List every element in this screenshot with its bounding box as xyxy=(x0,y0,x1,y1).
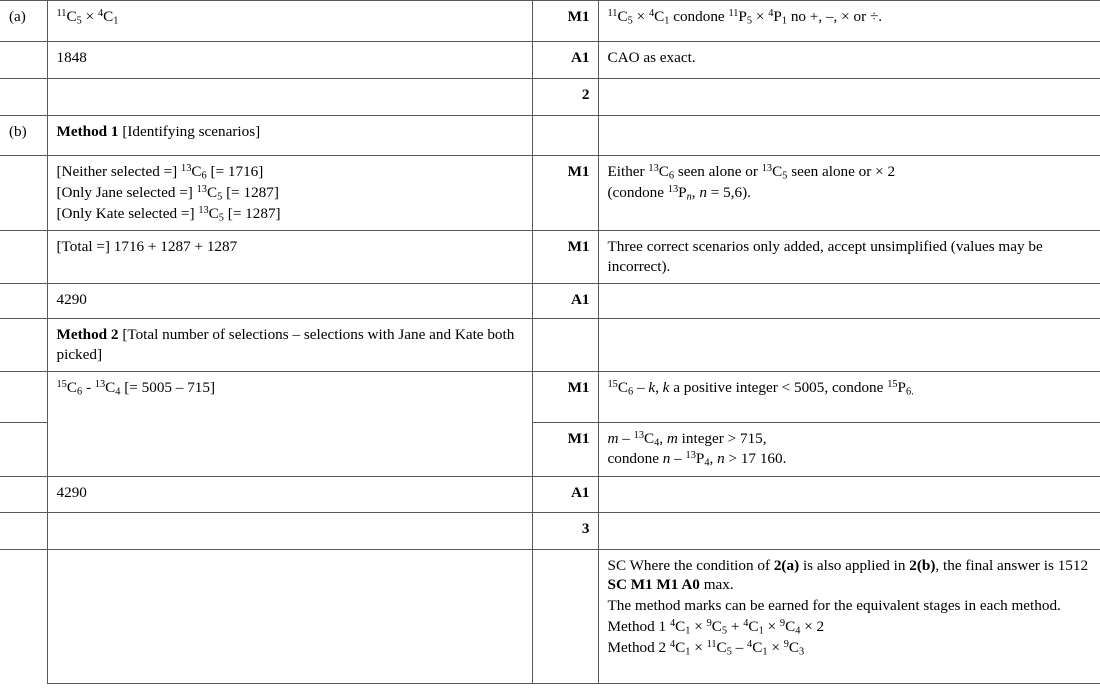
text-line: $^{15}C_6$ – k, k a positive integer < 5005, condone $^{15}P_{6.}$ xyxy=(607,378,914,397)
working-cell xyxy=(47,116,532,156)
working-cell xyxy=(47,284,532,319)
mark-cell: A1 xyxy=(532,284,598,319)
notes-cell xyxy=(598,549,1100,683)
table-row xyxy=(0,284,1100,319)
table-row xyxy=(0,156,1100,231)
part-label-empty xyxy=(0,231,47,284)
part-label-empty xyxy=(0,42,47,79)
mark-cell xyxy=(532,319,598,372)
mark-cell: M1 xyxy=(532,422,598,476)
mark-cell: M1 xyxy=(532,1,598,42)
part-label-empty xyxy=(0,79,47,116)
text-line: $^{11}C_5 \times ^4C_1$ condone $^{11}P_5 \times ^4P_1$ no +, –, × or ÷. xyxy=(607,7,883,27)
part-label-empty xyxy=(0,476,47,512)
table-row xyxy=(0,319,1100,372)
part-label-empty xyxy=(0,512,47,549)
text-line: 1848 xyxy=(56,49,87,66)
text-line: Method 1 $^4C_1 \times ^9C_5 + ^4C_1 \times ^9C_4 \times 2$ xyxy=(607,617,825,637)
working-cell xyxy=(47,156,532,231)
part-label-empty xyxy=(0,319,47,372)
table-row xyxy=(0,42,1100,79)
text-line: Method 2 [Total number of selections – selections with Jane and Kate both picked] xyxy=(56,326,515,363)
table-row xyxy=(0,371,1100,422)
part-label-a: (a) xyxy=(0,1,47,42)
notes-cell xyxy=(598,116,1100,156)
text-line: Either $^{13}C_6$ seen alone or $^{13}C_5$ seen alone or × 2 xyxy=(607,162,896,182)
text-line: [Only Jane selected =] $^{13}C_5$ [= 1287] xyxy=(56,183,279,203)
part-label-empty xyxy=(0,284,47,319)
mark-cell: M1 xyxy=(532,371,598,422)
text-line: Method 1 [Identifying scenarios] xyxy=(56,123,261,140)
mark-cell: M1 xyxy=(532,156,598,231)
notes-cell xyxy=(598,512,1100,549)
part-label-b: (b) xyxy=(0,116,47,156)
text-line: (condone $^{13}P_n$, n = 5,6). xyxy=(607,183,751,203)
text-line: CAO as exact. xyxy=(607,49,696,66)
table-row xyxy=(0,116,1100,156)
text-line: [Total =] 1716 + 1287 + 1287 xyxy=(56,238,238,255)
mark-cell: 3 xyxy=(532,512,598,549)
notes-cell xyxy=(598,476,1100,512)
notes-cell xyxy=(598,284,1100,319)
text-line: SC Where the condition of 2(a) is also applied in 2(b), the final answer is 1512 SC M1 M1 A0 max. xyxy=(607,556,1089,594)
notes-cell xyxy=(598,1,1100,42)
mark-cell: M1 xyxy=(532,231,598,284)
text-line: m – $^{13}C_4$, m integer > 715, xyxy=(607,429,767,448)
table-row xyxy=(0,549,1100,683)
part-label-empty xyxy=(0,371,47,422)
text-line: [Only Kate selected =] $^{13}C_5$ [= 1287] xyxy=(56,204,281,223)
notes-cell xyxy=(598,422,1100,476)
table-row xyxy=(0,1,1100,42)
text-line: $^{11}C_5 \times ^4C_1$ xyxy=(56,7,119,27)
mark-cell: A1 xyxy=(532,42,598,79)
notes-cell xyxy=(598,371,1100,422)
working-cell xyxy=(47,1,532,42)
notes-cell xyxy=(598,79,1100,116)
part-label-empty xyxy=(0,156,47,231)
text-line: 4290 xyxy=(56,483,87,501)
working-cell xyxy=(47,476,532,512)
notes-cell xyxy=(598,156,1100,231)
notes-cell xyxy=(598,42,1100,79)
mark-cell: A1 xyxy=(532,476,598,512)
text-line: Method 2 $^4C_1 \times ^{11}C_5 - ^4C_1 \times ^9C_3$ xyxy=(607,638,805,657)
notes-cell xyxy=(598,319,1100,372)
table-row xyxy=(0,231,1100,284)
part-label-empty xyxy=(0,422,47,476)
table-row xyxy=(0,79,1100,116)
mark-cell xyxy=(532,116,598,156)
working-cell xyxy=(47,231,532,284)
working-cell xyxy=(47,512,532,549)
text-line: Three correct scenarios only added, accept unsimplified (values may be incorrect). xyxy=(607,238,1043,275)
text-line: $^{15}C_6 - ^{13}C_4$ [= 5005 – 715] xyxy=(56,378,216,397)
text-line: 4290 xyxy=(56,291,87,308)
working-cell xyxy=(47,319,532,372)
text-line: [Neither selected =] $^{13}C_6$ [= 1716] xyxy=(56,162,264,182)
table-row xyxy=(0,476,1100,512)
working-cell xyxy=(47,549,532,683)
working-cell xyxy=(47,79,532,116)
part-label-empty xyxy=(0,549,47,683)
notes-cell xyxy=(598,231,1100,284)
mark-cell xyxy=(532,549,598,683)
table-row xyxy=(0,512,1100,549)
text-line: The method marks can be earned for the equivalent stages in each method. xyxy=(607,597,1061,614)
working-cell xyxy=(47,42,532,79)
mark-scheme-body xyxy=(0,1,1100,684)
text-line: condone n – $^{13}P_4$, n > 17 160. xyxy=(607,450,787,469)
working-cell xyxy=(47,371,532,476)
mark-cell: 2 xyxy=(532,79,598,116)
